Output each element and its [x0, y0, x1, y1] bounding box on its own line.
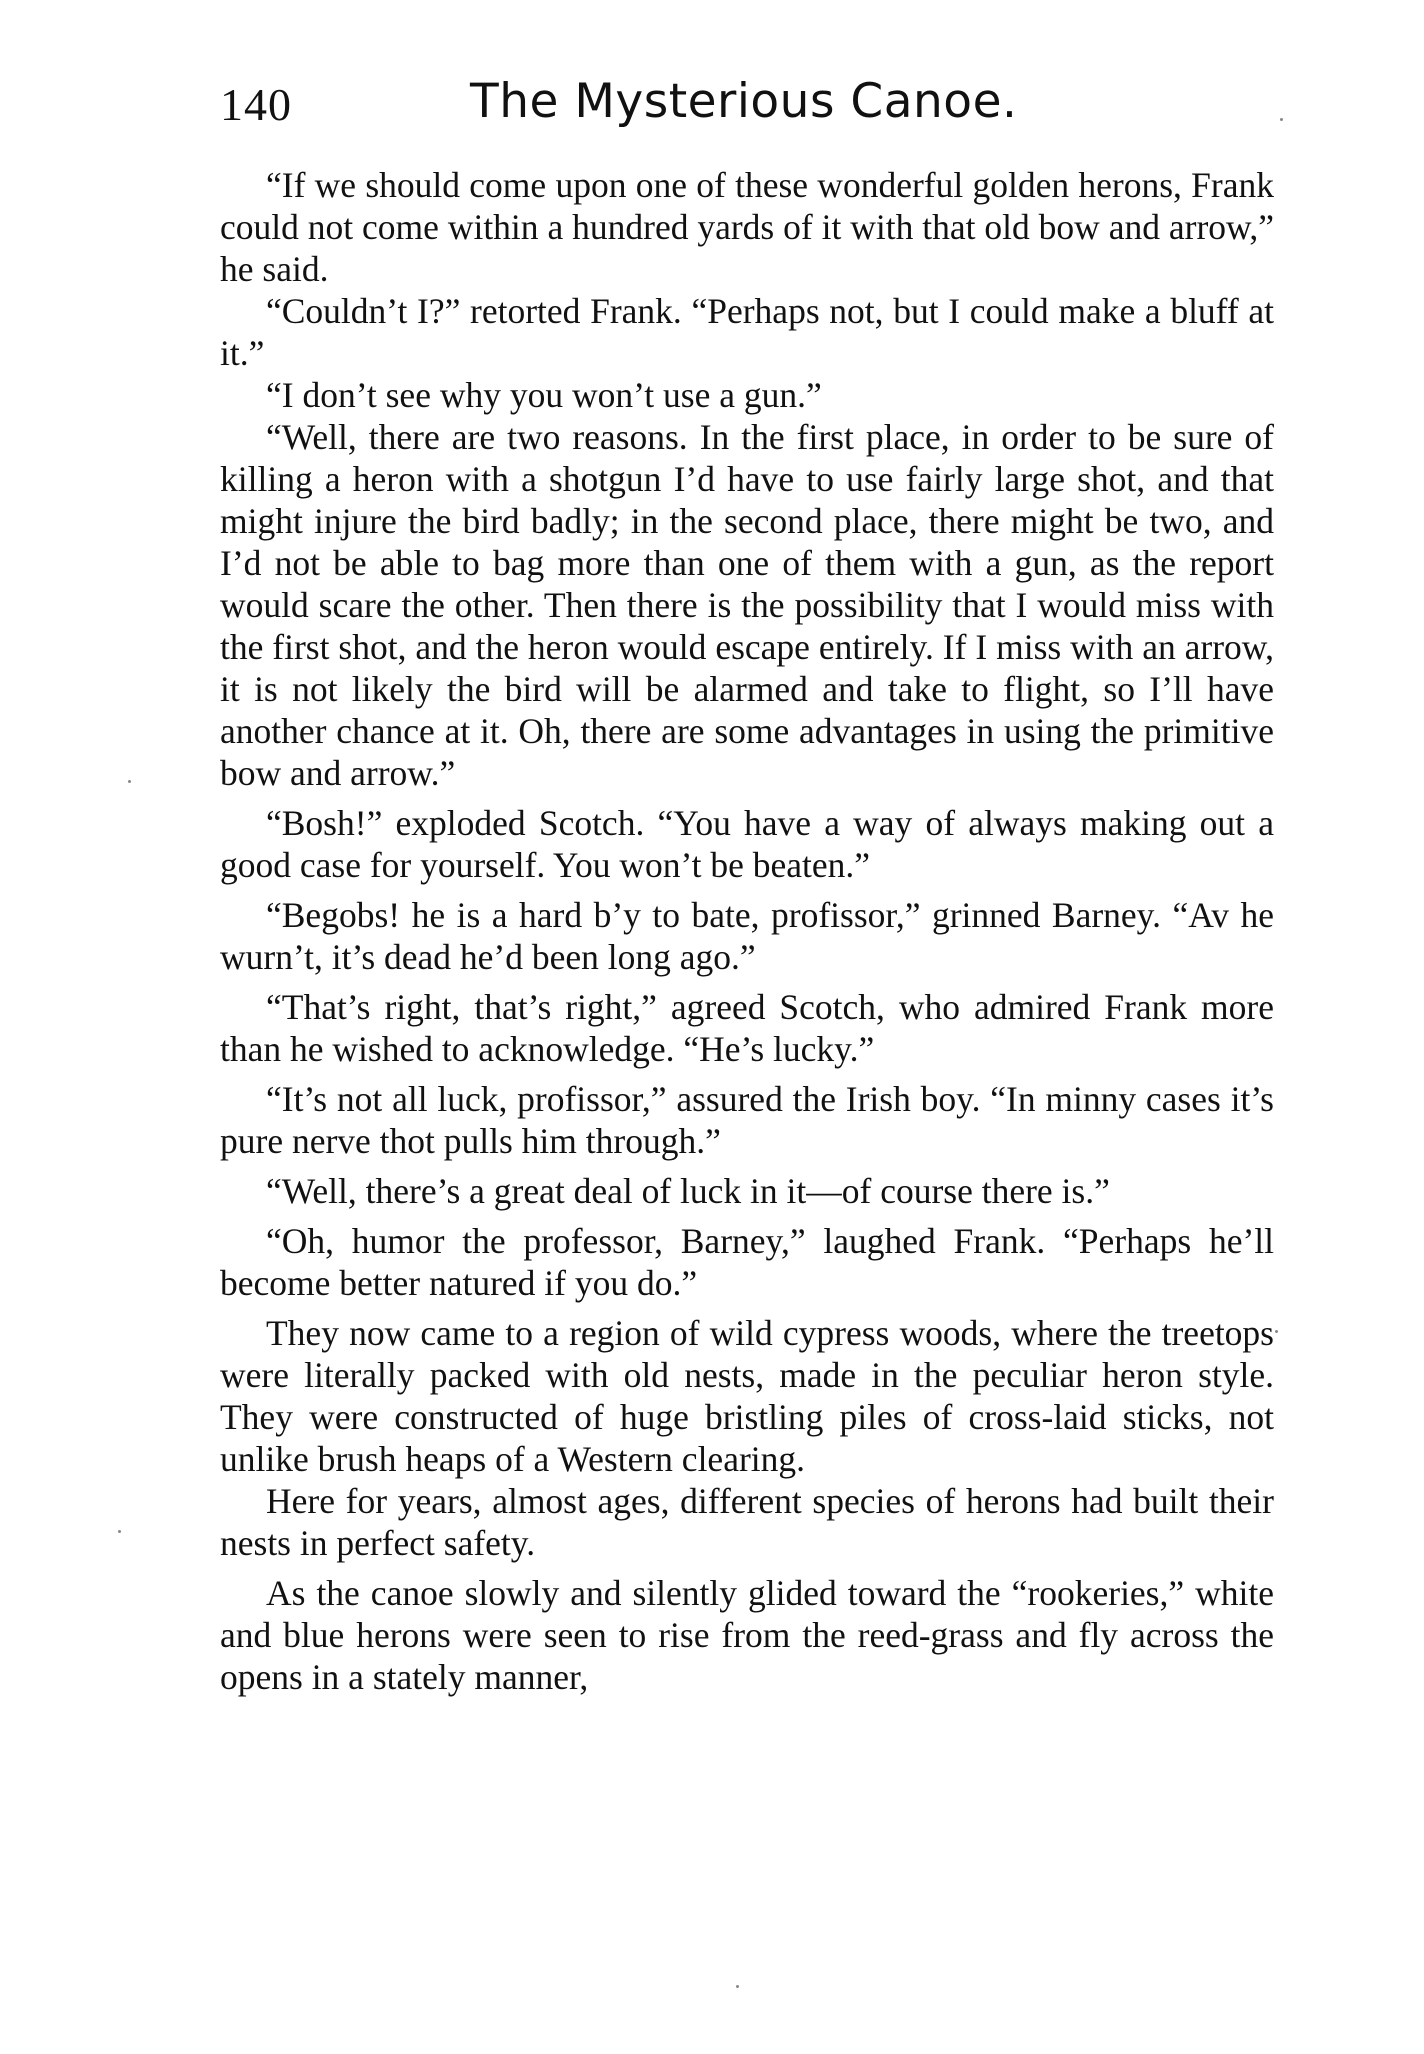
paper-speck — [736, 1985, 739, 1988]
paragraph: “Oh, humor the professor, Barney,” laughed Frank. “Perhaps he’ll become better natured if you do.” — [220, 1221, 1274, 1303]
paragraph: They now came to a region of wild cypress woods, where the treetops were literally packed with old nests, made in the peculiar heron style. They were constructed of huge bristling piles of cross-laid sticks, not unlike brush heaps of a Western clearing. — [220, 1313, 1274, 1479]
paragraph: Here for years, almost ages, different species of herons had built their nests in perfect safety. — [220, 1481, 1274, 1563]
running-title: The Mysterious Canoe. — [470, 74, 1018, 129]
paragraph: “If we should come upon one of these wonderful golden herons, Frank could not come within a hundred yards of it with that old bow and arrow,” he said. — [220, 165, 1274, 289]
paragraph: “I don’t see why you won’t use a gun.” — [266, 375, 822, 415]
paragraph: “That’s right, that’s right,” agreed Scotch, who admired Frank more than he wished to acknowledge. “He’s lucky.” — [220, 987, 1274, 1069]
paragraph: “Bosh!” exploded Scotch. “You have a way of always making out a good case for yourself. You won’t be beaten.” — [220, 803, 1274, 885]
page-header — [220, 74, 1280, 148]
paragraph: As the canoe slowly and silently glided toward the “rookeries,” white and blue herons were seen to rise from the reed-grass and fly across the opens in a stately manner, — [220, 1573, 1274, 1697]
body-text — [220, 164, 1274, 1698]
paper-speck — [118, 1530, 121, 1533]
paragraph: “Begobs! he is a hard b’y to bate, profissor,” grinned Barney. “Av he wurn’t, it’s dead he’d been long ago.” — [220, 895, 1274, 977]
paragraph: “Couldn’t I?” retorted Frank. “Perhaps not, but I could make a bluff at it.” — [220, 291, 1274, 373]
paragraph: “It’s not all luck, profissor,” assured the Irish boy. “In minny cases it’s pure nerve thot pulls him through.” — [220, 1079, 1274, 1161]
paper-speck — [128, 780, 131, 783]
paper-speck — [1275, 1330, 1278, 1333]
paragraph: “Well, there’s a great deal of luck in it—of course there is.” — [266, 1171, 1110, 1211]
paper-speck — [1280, 118, 1283, 121]
page-number: 140 — [220, 79, 292, 130]
paragraph: “Well, there are two reasons. In the first place, in order to be sure of killing a heron with a shotgun I’d have to use fairly large shot, and that might injure the bird badly; in the second place, there might be two, and I’d not be able to bag more than one of them with a gun, as the report would scare the other. Then there is the possibility that I would miss with the first shot, and the heron would escape entirely. If I miss with an arrow, it is not likely the bird will be alarmed and take to flight, so I’ll have another chance at it. Oh, there are some advantages in using the primitive bow and arrow.” — [220, 417, 1274, 793]
